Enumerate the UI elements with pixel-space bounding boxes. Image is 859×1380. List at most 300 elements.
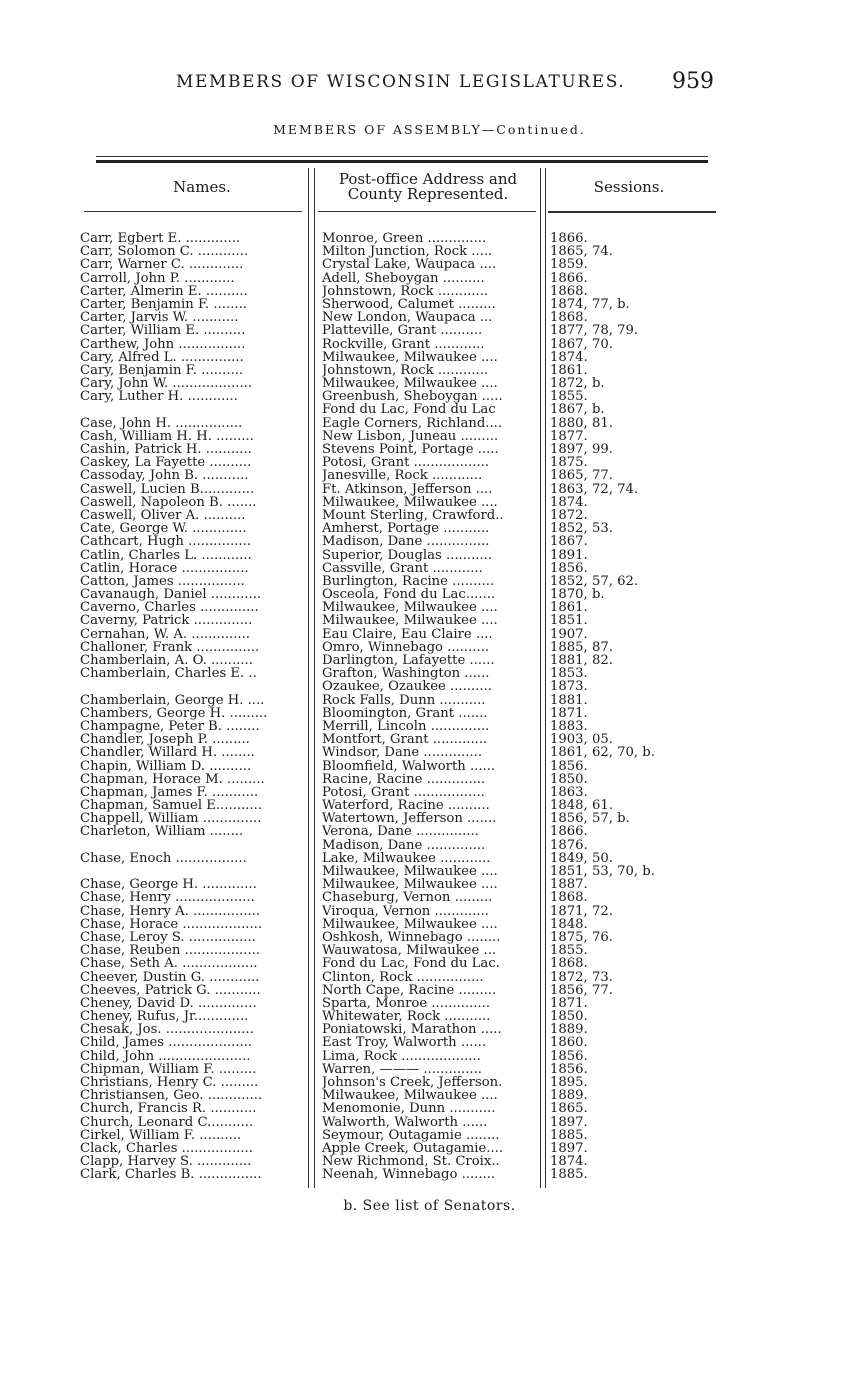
- table-row: [80, 707, 720, 720]
- member-name: Cary, John W. ...................: [80, 377, 253, 391]
- header-post-office-line1: Post-office Address and: [338, 170, 518, 188]
- table-row: [80, 601, 720, 614]
- page-number: 959: [672, 69, 714, 94]
- table-row: [80, 984, 720, 997]
- sessions-value: 1868.: [550, 957, 588, 971]
- member-name: Carthew, John ................: [80, 337, 246, 351]
- post-office-address: Montfort, Grant .............: [322, 733, 488, 747]
- post-office-address: Janesville, Rock ............: [322, 469, 483, 483]
- sessions-value: 1853.: [550, 667, 588, 681]
- member-name: Church, Francis R. ...........: [80, 1102, 257, 1116]
- member-name: Chambers, George H. .........: [80, 706, 268, 720]
- sessions-value: 1872, b.: [550, 377, 605, 391]
- table-row: [80, 694, 720, 707]
- table-row: [80, 298, 720, 311]
- member-name: Chase, Henry ...................: [80, 891, 255, 905]
- sessions-value: 1881.: [550, 693, 588, 707]
- table-row: [80, 944, 720, 957]
- header-underline-post: [318, 211, 536, 212]
- post-office-address: Crystal Lake, Waupaca ....: [322, 258, 497, 272]
- post-office-address: Racine, Racine ..............: [322, 772, 486, 786]
- post-office-address: Milwaukee, Milwaukee ....: [322, 917, 498, 931]
- post-office-address: Milton Junction, Rock .....: [322, 245, 493, 259]
- post-office-address: New Lisbon, Juneau .........: [322, 429, 499, 444]
- post-office-address: Waterford, Racine ..........: [322, 799, 490, 813]
- table-row: [80, 746, 720, 759]
- sessions-value: 1859.: [550, 258, 588, 272]
- sessions-value: 1871.: [550, 996, 588, 1011]
- member-name: Cassoday, John B. ...........: [80, 469, 249, 483]
- post-office-address: Bloomfield, Walworth ......: [322, 759, 496, 773]
- post-office-address: Fond du Lac, Fond du Lac.: [322, 957, 500, 971]
- post-office-address: Watertown, Jefferson .......: [322, 812, 497, 826]
- post-office-address: Milwaukee, Milwaukee ....: [322, 614, 498, 628]
- table-row: [80, 1142, 720, 1155]
- sessions-value: 1868.: [550, 284, 588, 298]
- member-name: Carter, Almerin E. ..........: [80, 284, 248, 298]
- table-row: [80, 311, 720, 324]
- post-office-address: Oshkosh, Winnebago ........: [322, 930, 501, 945]
- post-office-address: New Richmond, St. Croix..: [322, 1155, 500, 1169]
- member-name: Carr, Warner C. .............: [80, 258, 244, 272]
- member-name: Chipman, William F. .........: [80, 1062, 257, 1077]
- sessions-value: 1885.: [550, 1168, 588, 1182]
- member-name: Child, John ......................: [80, 1049, 251, 1063]
- running-title: MEMBERS OF WISCONSIN LEGISLATURES.: [176, 72, 626, 92]
- table-row: [80, 430, 720, 443]
- table-row: [80, 891, 720, 904]
- post-office-address: Potosi, Grant ..................: [322, 456, 490, 470]
- table-row: [80, 258, 720, 271]
- post-office-address: Neenah, Winnebago ........: [322, 1168, 496, 1182]
- post-office-address: Lima, Rock ...................: [322, 1049, 481, 1063]
- post-office-address: Lake, Milwaukee ............: [322, 851, 491, 866]
- post-office-address: Milwaukee, Milwaukee ....: [322, 865, 498, 879]
- post-office-address: Wauwatosa, Milwaukee ...: [322, 944, 497, 958]
- post-office-address: East Troy, Walworth ......: [322, 1036, 487, 1050]
- table-row: [80, 469, 720, 482]
- sessions-value: 1856.: [550, 759, 588, 773]
- post-office-address: New London, Waupaca ...: [322, 311, 493, 325]
- member-name: Cheney, Rufus, Jr.............: [80, 1010, 249, 1024]
- table-row: [80, 918, 720, 931]
- header-post-office-line2: County Represented.: [347, 185, 509, 203]
- member-name: Cate, George W. .............: [80, 522, 247, 536]
- sessions-value: 1880, 81.: [550, 416, 613, 430]
- sessions-value: 1852, 57, 62.: [550, 574, 639, 589]
- sessions-value: 1889.: [550, 1023, 588, 1037]
- member-name: Cash, William H. H. .........: [80, 429, 254, 444]
- table-row: [80, 324, 720, 337]
- post-office-address: North Cape, Racine .........: [322, 983, 497, 997]
- sessions-value: 1856, 77.: [550, 983, 613, 997]
- post-office-address: Burlington, Racine ..........: [322, 574, 495, 589]
- table-row: [80, 997, 720, 1010]
- member-name: Caverny, Patrick ..............: [80, 614, 253, 628]
- post-office-address: Milwaukee, Milwaukee ....: [322, 377, 498, 391]
- post-office-address: Verona, Dane ...............: [322, 825, 479, 839]
- table-row: [80, 957, 720, 970]
- post-office-address: Cassville, Grant ............: [322, 561, 483, 575]
- sessions-value: 1861.: [550, 363, 588, 378]
- post-office-address: Chaseburg, Vernon .........: [322, 891, 493, 905]
- member-name: Carter, Benjamin F. ........: [80, 297, 247, 312]
- member-name: Child, James ....................: [80, 1036, 253, 1050]
- member-name: Cary, Benjamin F. ..........: [80, 363, 244, 378]
- sessions-value: 1877, 78, 79.: [550, 324, 639, 338]
- table-row: [80, 272, 720, 285]
- member-name: Chamberlain, Charles E. ..: [80, 667, 257, 681]
- sessions-value: 1871.: [550, 706, 588, 720]
- post-office-address: Menomonie, Dunn ...........: [322, 1102, 496, 1116]
- top-rule-thick: [96, 160, 708, 163]
- sessions-value: 1883.: [550, 719, 588, 734]
- member-name: Case, John H. ................: [80, 416, 243, 430]
- table-row: [80, 364, 720, 377]
- table-row: [80, 588, 720, 601]
- post-office-address: Apple Creek, Outagamie....: [322, 1141, 504, 1156]
- table-row: [80, 232, 720, 245]
- sessions-value: 1848.: [550, 917, 588, 931]
- sessions-value: 1856, 57, b.: [550, 812, 630, 826]
- post-office-address: Eau Claire, Eau Claire ....: [322, 627, 493, 641]
- post-office-address: Johnstown, Rock ............: [322, 284, 489, 298]
- member-name: Chase, Enoch .................: [80, 851, 247, 866]
- table-row: [80, 720, 720, 733]
- post-office-address: Viroqua, Vernon .............: [322, 904, 489, 918]
- table-row: [80, 905, 720, 918]
- sessions-value: 1866.: [550, 271, 588, 285]
- section-title: MEMBERS OF ASSEMBLY—Continued.: [273, 122, 586, 137]
- table-row: [80, 1063, 720, 1076]
- sessions-value: 1849, 50.: [550, 851, 613, 866]
- table-row: [80, 1102, 720, 1115]
- member-name: Cirkel, William F. ..........: [80, 1128, 242, 1142]
- member-name: Cathcart, Hugh ...............: [80, 535, 251, 549]
- sessions-value: 1876.: [550, 838, 588, 852]
- table-row: [80, 483, 720, 496]
- member-name: Clack, Charles .................: [80, 1141, 253, 1156]
- table-row: [80, 878, 720, 891]
- post-office-address: Walworth, Walworth ......: [322, 1115, 488, 1129]
- member-name: Cheeves, Patrick G. ...........: [80, 983, 261, 997]
- member-name: Carroll, John P. ............: [80, 271, 235, 285]
- post-office-address: Stevens Point, Portage .....: [322, 443, 499, 457]
- post-office-address: Whitewater, Rock ...........: [322, 1010, 491, 1024]
- sessions-value: 1867, b.: [550, 403, 605, 417]
- member-name: Clark, Charles B. ...............: [80, 1168, 262, 1182]
- member-name: Catlin, Charles L. ............: [80, 548, 252, 562]
- post-office-address: Madison, Dane ...............: [322, 535, 490, 549]
- table-row: [80, 390, 720, 403]
- post-office-address: Eagle Corners, Richland....: [322, 416, 503, 430]
- sessions-value: 1891.: [550, 548, 588, 562]
- post-office-address: Superior, Douglas ...........: [322, 548, 493, 562]
- member-name: Caswell, Lucien B.............: [80, 482, 255, 496]
- member-name: Catton, James ................: [80, 574, 245, 589]
- sessions-value: 1885, 87.: [550, 640, 613, 655]
- member-name: Carter, Jarvis W. ...........: [80, 311, 239, 325]
- post-office-address: Clinton, Rock ................: [322, 970, 484, 984]
- post-office-address: Omro, Winnebago ..........: [322, 640, 490, 655]
- post-office-address: Merrill, Lincoln ..............: [322, 719, 490, 734]
- table-row: [80, 351, 720, 364]
- sessions-value: 1868.: [550, 891, 588, 905]
- table-row: [80, 1010, 720, 1023]
- sessions-value: 1856.: [550, 1062, 588, 1077]
- sessions-value: 1872.: [550, 508, 588, 523]
- table-row: [80, 1076, 720, 1089]
- sessions-value: 1856.: [550, 1049, 588, 1063]
- sessions-value: 1872, 73.: [550, 970, 613, 984]
- sessions-value: 1871, 72.: [550, 904, 613, 918]
- member-name: Cary, Alfred L. ...............: [80, 350, 244, 364]
- sessions-value: 1874.: [550, 495, 588, 509]
- table-row: [80, 575, 720, 588]
- sessions-value: 1907.: [550, 627, 588, 641]
- post-office-address: Osceola, Fond du Lac.......: [322, 588, 496, 602]
- table-row: [80, 1050, 720, 1063]
- footnote: b. See list of Senators.: [343, 1198, 516, 1214]
- sessions-value: 1887.: [550, 878, 588, 892]
- sessions-value: 1874.: [550, 1155, 588, 1169]
- post-office-address: Greenbush, Sheboygan .....: [322, 390, 503, 404]
- sessions-value: 1889.: [550, 1089, 588, 1103]
- post-office-address: Sherwood, Calumet .........: [322, 297, 496, 312]
- sessions-value: 1873.: [550, 680, 588, 694]
- post-office-address: Grafton, Washington ......: [322, 667, 490, 681]
- member-name: Chamberlain, George H. ....: [80, 693, 265, 707]
- table-row: [80, 641, 720, 654]
- sessions-value: 1866.: [550, 825, 588, 839]
- member-name: Chandler, Joseph P. .........: [80, 733, 250, 747]
- table-row: [80, 680, 720, 693]
- table-row: [80, 549, 720, 562]
- sessions-value: 1856.: [550, 561, 588, 575]
- table-row: [80, 839, 720, 852]
- post-office-address: Johnstown, Rock ............: [322, 363, 489, 378]
- sessions-value: 1897, 99.: [550, 443, 613, 457]
- sessions-value: 1863, 72, 74.: [550, 482, 639, 496]
- sessions-value: 1865.: [550, 1102, 588, 1116]
- member-name: Carr, Egbert E. .............: [80, 232, 241, 246]
- member-name: Carr, Solomon C. ............: [80, 245, 249, 259]
- member-name: Catlin, Horace ................: [80, 561, 249, 575]
- table-row: [80, 931, 720, 944]
- member-name: Carter, William E. ..........: [80, 324, 246, 338]
- post-office-address: Ft. Atkinson, Jefferson ....: [322, 482, 493, 496]
- table-row: [80, 285, 720, 298]
- post-office-address: Milwaukee, Milwaukee ....: [322, 350, 498, 364]
- sessions-value: 1903, 05.: [550, 733, 613, 747]
- sessions-value: 1863.: [550, 785, 588, 800]
- top-rule-thin: [96, 156, 708, 157]
- header-post-office: [316, 172, 540, 202]
- sessions-value: 1881, 82.: [550, 654, 613, 668]
- table-row: [80, 825, 720, 838]
- sessions-value: 1850.: [550, 772, 588, 786]
- sessions-value: 1875, 76.: [550, 930, 613, 945]
- table-row: [80, 535, 720, 548]
- sessions-value: 1868.: [550, 311, 588, 325]
- table-row: [80, 614, 720, 627]
- sessions-value: 1848, 61.: [550, 799, 613, 813]
- table-row: [80, 733, 720, 746]
- post-office-address: Ozaukee, Ozaukee ..........: [322, 680, 492, 694]
- member-name: Chase, Horace ...................: [80, 917, 263, 931]
- member-name: Cheever, Dustin G. ............: [80, 970, 260, 984]
- member-name: Champagne, Peter B. ........: [80, 719, 260, 734]
- sessions-value: 1860.: [550, 1036, 588, 1050]
- sessions-value: 1850.: [550, 1010, 588, 1024]
- sessions-value: 1851, 53, 70, b.: [550, 865, 655, 879]
- post-office-address: Milwaukee, Milwaukee ....: [322, 601, 498, 615]
- post-office-address: Adell, Sheboygan ..........: [322, 271, 485, 285]
- table-row: [80, 403, 720, 416]
- table-row: [80, 509, 720, 522]
- post-office-address: Windsor, Dane ..............: [322, 746, 483, 760]
- post-office-address: Bloomington, Grant .......: [322, 706, 488, 720]
- sessions-value: 1867.: [550, 535, 588, 549]
- member-name: Christians, Henry C. .........: [80, 1076, 259, 1090]
- member-name: Caskey, La Fayette ..........: [80, 456, 252, 470]
- sessions-value: 1897.: [550, 1141, 588, 1156]
- member-name: Chesak, Jos. .....................: [80, 1023, 254, 1037]
- table-row: [80, 522, 720, 535]
- members-table: [80, 232, 720, 1182]
- member-name: Cashin, Patrick H. ...........: [80, 443, 252, 457]
- sessions-value: 1866.: [550, 232, 588, 246]
- post-office-address: Warren, ——— ..............: [322, 1062, 483, 1077]
- sessions-value: 1867, 70.: [550, 337, 613, 351]
- table-row: [80, 1089, 720, 1102]
- member-name: Chapman, Samuel E...........: [80, 799, 262, 813]
- sessions-value: 1877.: [550, 429, 588, 444]
- table-row: [80, 496, 720, 509]
- member-name: Clapp, Harvey S. .............: [80, 1155, 252, 1169]
- table-row: [80, 245, 720, 258]
- sessions-value: 1865, 74.: [550, 245, 613, 259]
- table-row: [80, 865, 720, 878]
- sessions-value: 1851.: [550, 614, 588, 628]
- member-name: Chase, George H. .............: [80, 878, 257, 892]
- table-row: [80, 852, 720, 865]
- post-office-address: Mount Sterling, Crawford..: [322, 508, 504, 523]
- post-office-address: Rockville, Grant ............: [322, 337, 485, 351]
- header-underline-names: [84, 211, 302, 212]
- member-name: Challoner, Frank ...............: [80, 640, 260, 655]
- header-underline-sessions: [548, 211, 716, 213]
- header-sessions: Sessions.: [593, 178, 665, 196]
- table-row: [80, 786, 720, 799]
- table-row: [80, 773, 720, 786]
- member-name: Cernahan, W. A. ..............: [80, 627, 251, 641]
- member-name: Chase, Reuben ..................: [80, 944, 261, 958]
- post-office-address: Sparta, Monroe ..............: [322, 996, 491, 1011]
- post-office-address: Rock Falls, Dunn ...........: [322, 693, 486, 707]
- table-row: [80, 1129, 720, 1142]
- sessions-value: 1885.: [550, 1128, 588, 1142]
- table-row: [80, 1036, 720, 1049]
- member-name: Cary, Luther H. ............: [80, 390, 238, 404]
- table-row: [80, 377, 720, 390]
- table-row: [80, 338, 720, 351]
- member-name: Church, Leonard C...........: [80, 1115, 254, 1129]
- post-office-address: Poniatowski, Marathon .....: [322, 1023, 502, 1037]
- table-row: [80, 443, 720, 456]
- member-name: Chappell, William ..............: [80, 812, 262, 826]
- sessions-value: 1874, 77, b.: [550, 297, 630, 312]
- table-row: [80, 812, 720, 825]
- table-row: [80, 417, 720, 430]
- table-row: [80, 654, 720, 667]
- sessions-value: 1875.: [550, 456, 588, 470]
- member-name: Chapman, James F. ...........: [80, 785, 259, 800]
- table-row: [80, 562, 720, 575]
- post-office-address: Platteville, Grant ..........: [322, 324, 483, 338]
- post-office-address: Amherst, Portage ...........: [322, 522, 490, 536]
- table-row: [80, 1023, 720, 1036]
- member-name: Cavanaugh, Daniel ............: [80, 588, 262, 602]
- table-row: [80, 1116, 720, 1129]
- member-name: Chapin, William D. ..........: [80, 759, 252, 773]
- table-row: [80, 799, 720, 812]
- member-name: Caverno, Charles ..............: [80, 601, 259, 615]
- member-name: Christiansen, Geo. .............: [80, 1089, 263, 1103]
- sessions-value: 1897.: [550, 1115, 588, 1129]
- member-name: Chapman, Horace M. .........: [80, 772, 265, 786]
- member-name: Chase, Henry A. ................: [80, 904, 261, 918]
- sessions-value: 1861.: [550, 601, 588, 615]
- post-office-address: Milwaukee, Milwaukee ....: [322, 1089, 498, 1103]
- post-office-address: Darlington, Lafayette ......: [322, 654, 495, 668]
- sessions-value: 1870, b.: [550, 588, 605, 602]
- table-row: [80, 971, 720, 984]
- table-row: [80, 1155, 720, 1168]
- member-name: Chase, Seth A. ..................: [80, 957, 258, 971]
- member-name: Chase, Leroy S. ................: [80, 930, 256, 945]
- sessions-value: 1861, 62, 70, b.: [550, 746, 655, 760]
- member-name: Caswell, Napoleon B. .......: [80, 495, 257, 509]
- post-office-address: Seymour, Outagamie ........: [322, 1128, 500, 1142]
- post-office-address: Milwaukee, Milwaukee ....: [322, 495, 498, 509]
- table-row: [80, 667, 720, 680]
- member-name: Caswell, Oliver A. ..........: [80, 508, 246, 523]
- header-names: Names.: [173, 178, 231, 196]
- table-row: [80, 1168, 720, 1181]
- member-name: Charleton, William ........: [80, 825, 244, 839]
- sessions-value: 1852, 53.: [550, 522, 613, 536]
- post-office-address: Milwaukee, Milwaukee ....: [322, 878, 498, 892]
- post-office-address: Potosi, Grant .................: [322, 785, 485, 800]
- sessions-value: 1874.: [550, 350, 588, 364]
- member-name: Chandler, Willard H. ........: [80, 746, 255, 760]
- member-name: Cheney, David D. ..............: [80, 996, 257, 1011]
- table-row: [80, 760, 720, 773]
- member-name: Chamberlain, A. O. ..........: [80, 654, 253, 668]
- post-office-address: Johnson's Creek, Jefferson.: [322, 1076, 503, 1090]
- sessions-value: 1855.: [550, 944, 588, 958]
- post-office-address: Fond du Lac, Fond du Lac: [322, 403, 496, 417]
- sessions-value: 1855.: [550, 390, 588, 404]
- sessions-value: 1865, 77.: [550, 469, 613, 483]
- sessions-value: 1895.: [550, 1076, 588, 1090]
- post-office-address: Monroe, Green ..............: [322, 232, 487, 246]
- post-office-address: Madison, Dane ..............: [322, 838, 486, 852]
- table-row: [80, 628, 720, 641]
- running-head: [0, 69, 859, 100]
- table-row: [80, 456, 720, 469]
